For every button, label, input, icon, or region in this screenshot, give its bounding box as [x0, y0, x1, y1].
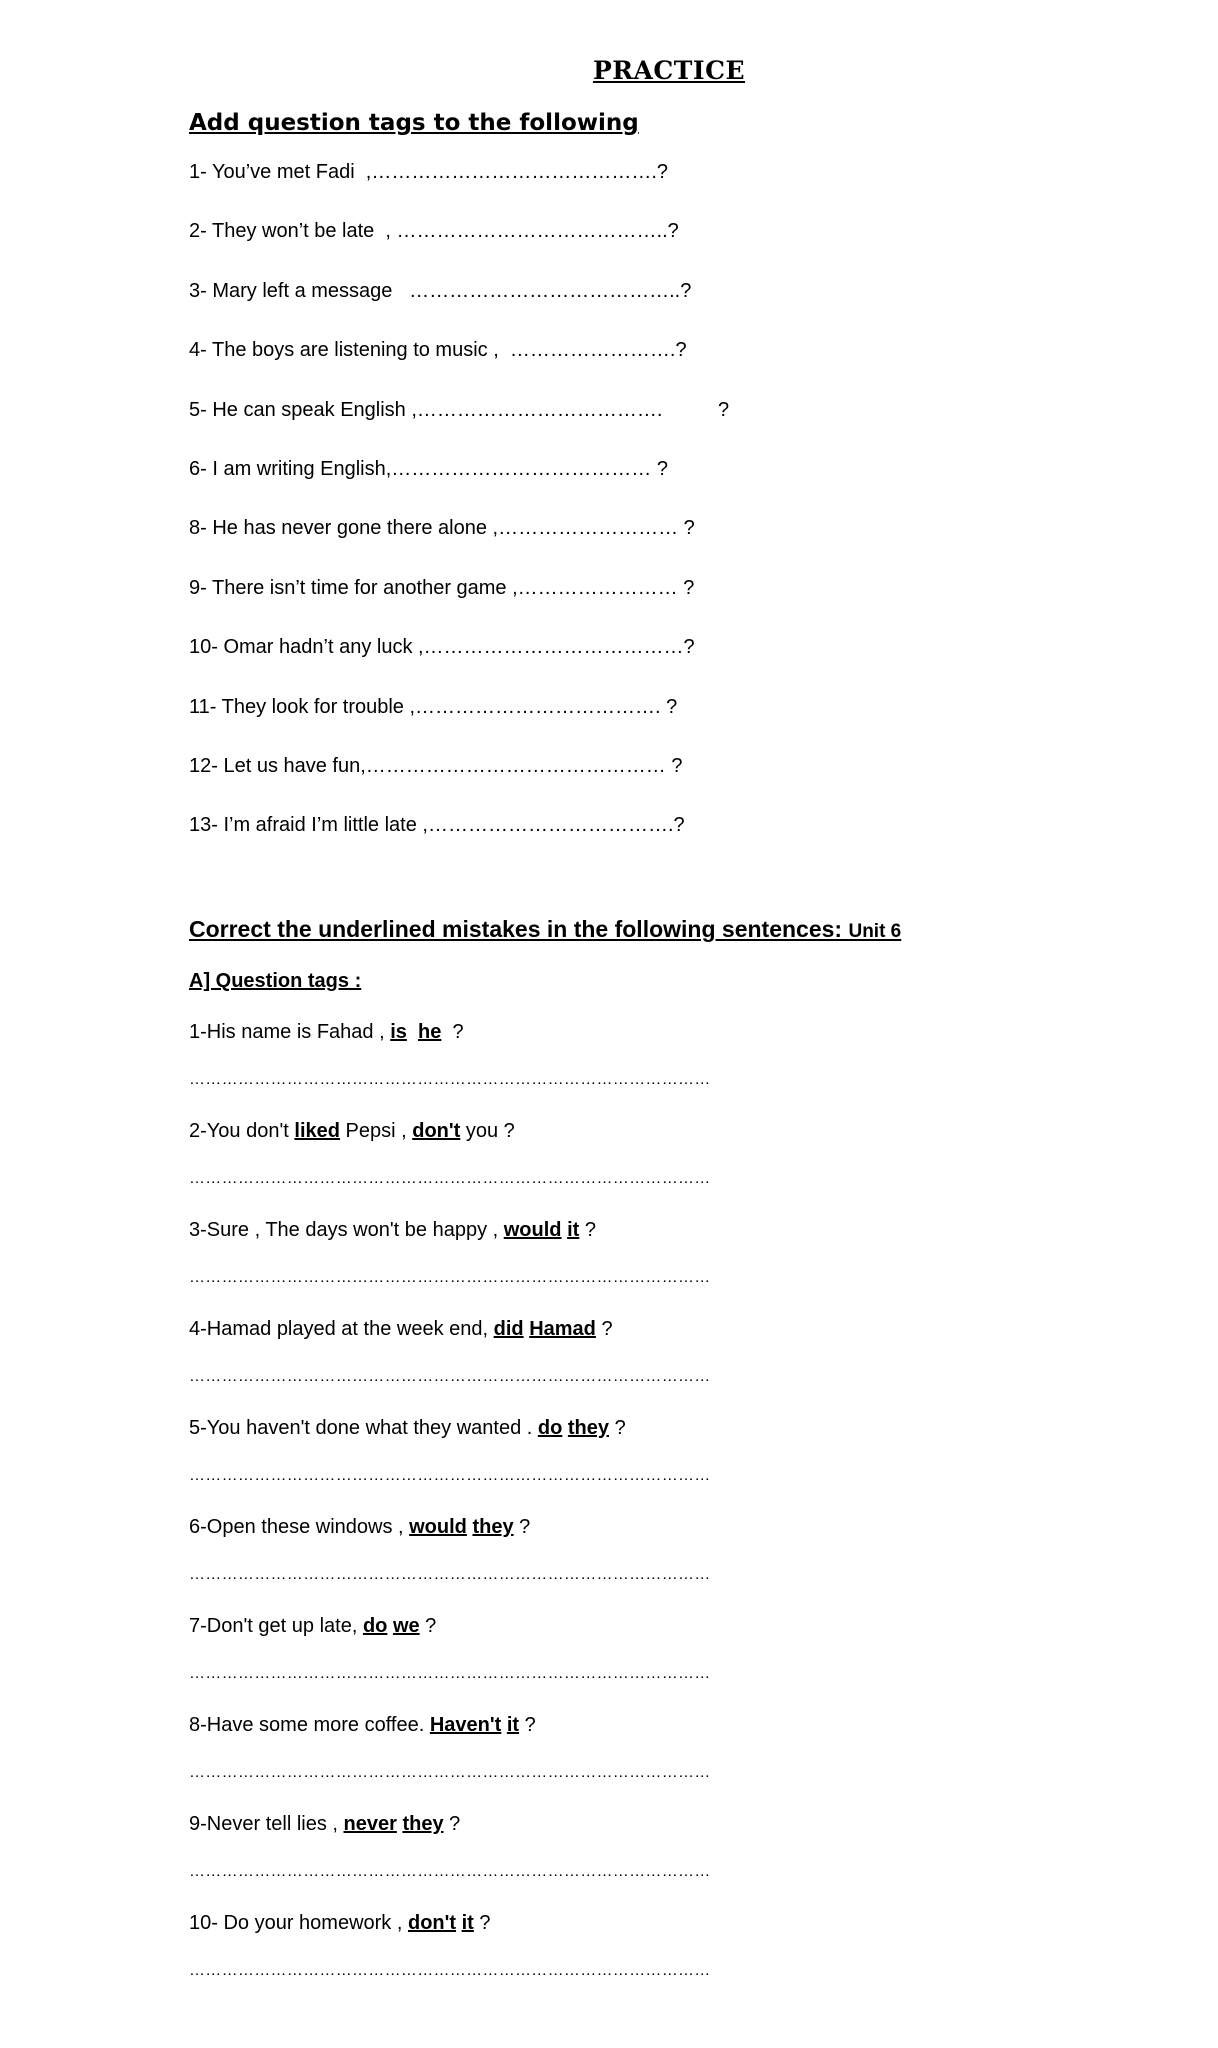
sentence-text: 10- Do your homework , [189, 1912, 408, 1934]
list-item: 3- Mary left a message …………………………………..? [189, 279, 692, 302]
underlined-word: is [390, 1021, 407, 1043]
subheading-question-tags: A] Question tags : [189, 970, 362, 992]
sentence-text: ? [609, 1417, 626, 1439]
exercise-item [189, 1708, 729, 1807]
exercise-sentence [189, 1411, 729, 1461]
answer-line[interactable]: …………………………………………………………………………………… [189, 1269, 711, 1286]
underlined-word: don't [407, 1912, 457, 1934]
answer-line[interactable]: …………………………………………………………………………………… [189, 1467, 711, 1484]
exercise-item [189, 1510, 729, 1609]
sentence-text: ? [441, 1021, 464, 1043]
exercise-sentence [189, 1906, 729, 1956]
sentence-text: 8-Have some more coffee. [189, 1714, 430, 1736]
sentence-text: you ? [460, 1120, 515, 1142]
sentence-text: Pepsi , [339, 1120, 413, 1142]
sentence-text: 7-Don't get up late, [189, 1615, 363, 1637]
sentence-text: 5-You haven't done what they wanted . [189, 1417, 538, 1439]
underlined-word: would [409, 1516, 467, 1538]
sentence-text: ? [513, 1516, 531, 1538]
sentence-text: ? [595, 1318, 613, 1340]
exercise-sentence [189, 1510, 729, 1560]
list-item: 8- He has never gone there alone ,……………………… ? [189, 517, 695, 540]
list-item: 10- Omar hadn’t any luck ,…………………………………? [189, 636, 695, 659]
sentence-text: 2-You don't [189, 1120, 295, 1142]
section-heading-text: Correct the underlined mistakes in the following sentences: [189, 916, 849, 942]
underlined-word: they [472, 1516, 514, 1538]
exercise-item [189, 1015, 729, 1114]
section-heading-correct-mistakes [189, 916, 901, 943]
exercise-sentence [189, 1312, 729, 1362]
exercise-item [189, 1609, 729, 1708]
list-item: 11- They look for trouble ,………………………………. ? [189, 695, 678, 718]
underlined-word: he [418, 1021, 442, 1043]
sentence-text: ? [419, 1615, 437, 1637]
underlined-word: it [506, 1714, 520, 1736]
answer-line[interactable]: …………………………………………………………………………………… [189, 1368, 711, 1385]
exercise-item [189, 1906, 729, 2005]
exercise-sentence [189, 1708, 729, 1758]
underlined-word: did [493, 1318, 524, 1340]
question-tags-list [189, 156, 729, 869]
underlined-word: do [537, 1417, 563, 1439]
underlined-word: never [343, 1813, 397, 1835]
unit-label: Unit 6 [848, 921, 902, 942]
page-title: PRACTICE [592, 56, 746, 85]
exercise-sentence [189, 1807, 729, 1857]
exercise-sentence [189, 1213, 729, 1263]
answer-line[interactable]: …………………………………………………………………………………… [189, 1863, 711, 1880]
correction-exercise-list [189, 1015, 729, 2005]
underlined-word: liked [294, 1120, 340, 1142]
list-item: 4- The boys are listening to music , …………………….? [189, 339, 687, 362]
section-heading-question-tags: Add question tags to the following [189, 110, 639, 136]
sentence-text: ? [443, 1813, 461, 1835]
exercise-item [189, 1213, 729, 1312]
underlined-word: it [461, 1912, 474, 1934]
sentence-text: ? [473, 1912, 491, 1934]
exercise-item [189, 1114, 729, 1213]
list-item: 9- There isn’t time for another game ,…………………… ? [189, 576, 695, 599]
underlined-word: would [503, 1219, 562, 1241]
list-item: 5- He can speak English ,………………………………. ? [189, 398, 730, 421]
underlined-word: do [362, 1615, 388, 1637]
list-item: 13- I’m afraid I’m little late ,……………………………….? [189, 814, 685, 837]
answer-line[interactable]: …………………………………………………………………………………… [189, 1071, 711, 1088]
underlined-word: they [402, 1813, 444, 1835]
exercise-sentence [189, 1015, 729, 1065]
answer-line[interactable]: …………………………………………………………………………………… [189, 1566, 711, 1583]
sentence-text: ? [579, 1219, 596, 1241]
sentence-text: 1-His name is Fahad , [189, 1021, 391, 1043]
exercise-item [189, 1807, 729, 1906]
sentence-text: ? [519, 1714, 536, 1736]
exercise-item [189, 1312, 729, 1411]
answer-line[interactable]: …………………………………………………………………………………… [189, 1665, 711, 1682]
list-item: 2- They won’t be late , …………………………………..? [189, 220, 679, 243]
underlined-word: it [567, 1219, 580, 1241]
answer-line[interactable]: …………………………………………………………………………………… [189, 1962, 711, 1979]
sentence-text [407, 1021, 418, 1043]
underlined-word: we [392, 1615, 420, 1637]
sentence-text: 6-Open these windows , [189, 1516, 410, 1538]
underlined-word: they [567, 1417, 610, 1439]
answer-line[interactable]: …………………………………………………………………………………… [189, 1764, 711, 1781]
answer-line[interactable]: …………………………………………………………………………………… [189, 1170, 711, 1187]
exercise-sentence [189, 1609, 729, 1659]
underlined-word: Haven't [429, 1714, 502, 1736]
list-item: 6- I am writing English,………………………………… ? [189, 457, 668, 480]
underlined-word: don't [412, 1120, 461, 1142]
sentence-text: 4-Hamad played at the week end, [189, 1318, 494, 1340]
exercise-sentence [189, 1114, 729, 1164]
exercise-item [189, 1411, 729, 1510]
sentence-text: 3-Sure , The days won't be happy , [189, 1219, 504, 1241]
list-item: 1- You’ve met Fadi ,…………………………………….? [189, 161, 669, 183]
sentence-text: 9-Never tell lies , [189, 1813, 344, 1835]
list-item: 12- Let us have fun,……………………………………… ? [189, 754, 683, 777]
underlined-word: Hamad [529, 1318, 596, 1340]
